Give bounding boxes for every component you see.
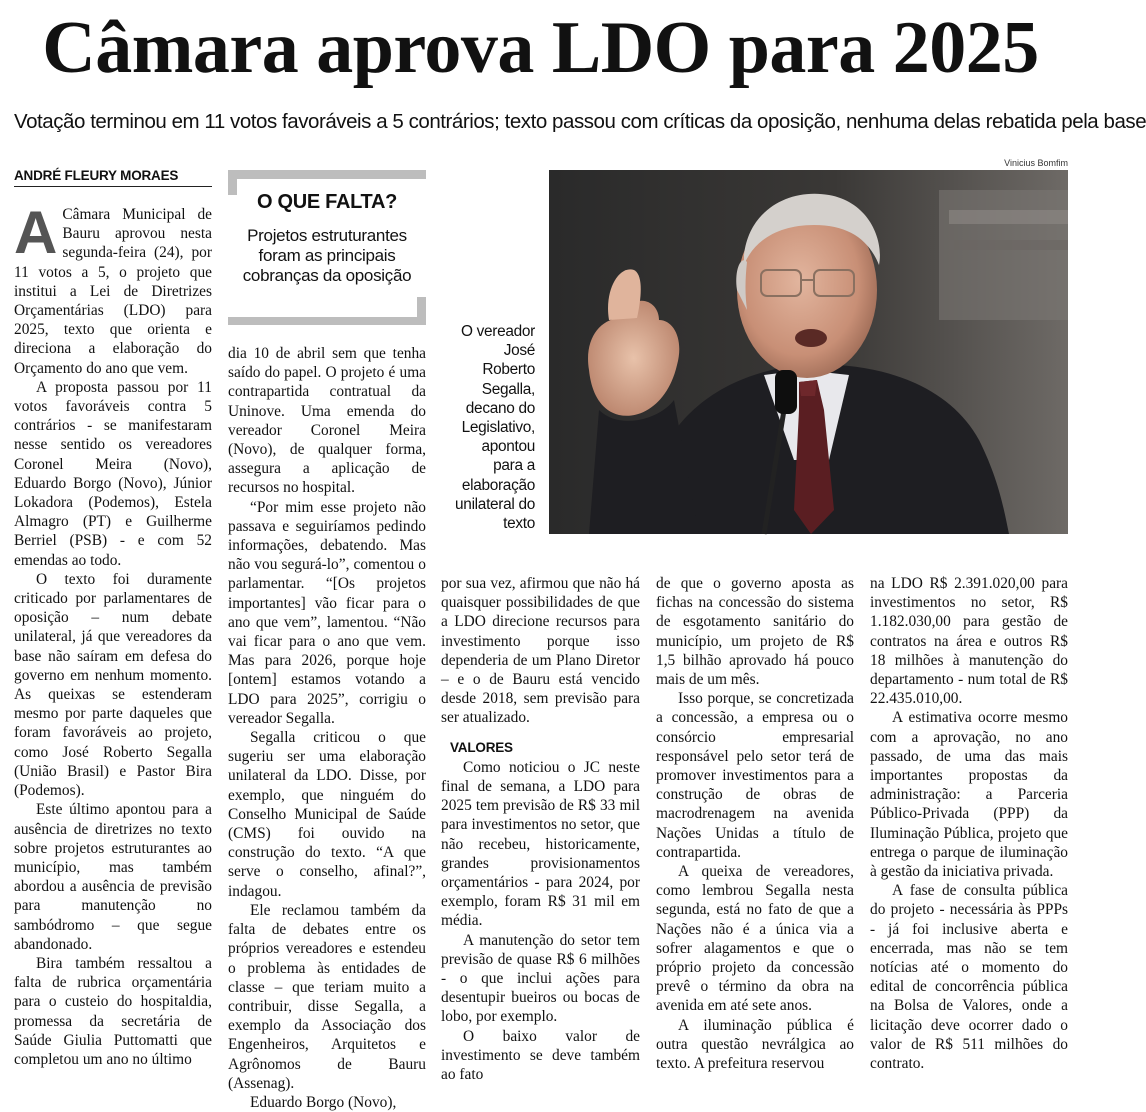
- photo-credit: Vinicius Bomfim: [1004, 158, 1068, 168]
- subheadline: Votação terminou em 11 votos favoráveis a 5 contrários; texto passou com críticas da oposição, nenhuma delas rebatida pela base: [14, 110, 1146, 133]
- paragraph-text: Câmara Municipal de Bauru aprovou nesta segunda-feira (24), por 11 votos a 5, o projeto que institui a Lei de Diretrizes Orçamentárias (LDO) para 2025, texto que orienta e direciona a elaboração do Orçamento do ano que vem.: [14, 206, 212, 377]
- article-column-4: [656, 574, 854, 1082]
- article-paragraph: O texto foi duramente criticado por parlamentares de oposição – num debate unilateral, já que vereadores da base não saíram em defesa do governo em nenhum momento. As queixas se estenderam mesmo por parte daqueles que foram favoráveis ao projeto, como José Roberto Segalla (União Brasil) e Pastor Bira (Podemos).: [14, 570, 212, 800]
- article-paragraph: [14, 199, 212, 378]
- headline: Câmara aprova LDO para 2025: [42, 7, 1039, 89]
- article-paragraph: A iluminação pública é outra questão nevrálgica ao texto. A prefeitura reservou: [656, 1016, 854, 1073]
- sidebar-rule: [228, 317, 426, 325]
- article-paragraph: Bira também ressaltou a falta de rubrica orçamentária para o custeio do hospitaldia, promessa da secretária de Saúde Giulia Puttomatti que completou um ano no último: [14, 954, 212, 1068]
- article-paragraph: Eduardo Borgo (Novo),: [250, 1093, 397, 1111]
- article-paragraph: por sua vez, afirmou que não há quaisquer possibilidades de que a LDO direcione recursos para investimento porque isso dependeria de um Plano Diretor – e o de Bauru está vencido desde 2018, sem previsão para ser atualizado.: [441, 575, 640, 727]
- sidebar-body: Projetos estruturantes foram as principais cobranças da oposição: [242, 226, 412, 285]
- article-paragraph: A manutenção do setor tem previsão de quase R$ 6 milhões - o que inclui ações para desentupir bueiros ou bocas de lobo, por exemplo.: [441, 931, 640, 1026]
- article-paragraph: na LDO R$ 2.391.020,00 para investimentos no setor, R$ 1.182.030,00 para gestão de contratos na área e outros R$ 18 milhões à manutenção do departamento - num total de R$ 22.435.010,00.: [870, 575, 1068, 708]
- drop-cap: A: [14, 199, 58, 266]
- article-column-2: [228, 344, 426, 1111]
- article-paragraph: de que o governo aposta as fichas na concessão do sistema de esgotamento sanitário do município, um projeto de R$ 1,5 bilhão aprovado há pouco mais de um mês.: [656, 575, 854, 689]
- section-heading: VALORES: [450, 739, 513, 755]
- article-photo: [549, 170, 1068, 534]
- article-paragraph: Segalla criticou o que sugeriu ser uma elaboração unilateral da LDO. Disse, por exemplo, que ninguém do Conselho Municipal de Saúde (CMS) foi ouvido na construção do texto. “A que serve o conselho, afinal?”, indagou.: [228, 729, 426, 900]
- photo-caption: O vereador José Roberto Segalla, decano do Legislativo, apontou para a elaboração unilateral do texto: [455, 323, 535, 533]
- article-column-1: [14, 199, 212, 1082]
- article-column-3: [441, 574, 640, 1082]
- article-paragraph: dia 10 de abril sem que tenha saído do papel. O projeto é uma contrapartida contratual da Uninove. Uma emenda do vereador Coronel Meira (Novo), de qualquer forma, assegura a aplicação de recursos no hospital.: [228, 345, 426, 497]
- sidebar-title: O QUE FALTA?: [256, 191, 398, 213]
- article-paragraph: A estimativa ocorre mesmo com a aprovação, no ano passado, de uma das mais importantes propostas da administração: a Parceria Público-Privada (PPP) da Iluminação Pública, projeto que entrega o parque de iluminação à gestão da iniciativa privada.: [870, 709, 1068, 881]
- article-paragraph: Ele reclamou também da falta de debates entre os próprios vereadores e estendeu o problema às entidades de classe – que teriam muito a contribuir, disse Segalla, a exemplo da Associação dos Engenheiros, Arquitetos e Agrônomos de Bauru (Assenag).: [228, 901, 426, 1092]
- article-paragraph: Isso porque, se concretizada a concessão, a empresa ou o consórcio empresarial responsável pelo setor terá de promover investimentos para a construção de obras de macrodrenagem na avenida Nações Unidas a título de contrapartida.: [656, 690, 854, 861]
- article-paragraph: A queixa de vereadores, como lembrou Segalla nesta segunda, está no fato de que a Nações não é a única via a sofrer alagamentos e que o próprio projeto da concessão prevê o término da obra na avenida em até sete anos.: [656, 863, 854, 1015]
- article-paragraph: “Por mim esse projeto não passava e seguiríamos pedindo informações, debatendo. Mas não vou segurá-lo”, comentou o parlamentar. “[Os projetos importantes] vão ficar para o ano que vem”, lamentou. “Não vai ficar para o ano que vem. Mas para 2026, porque hoje [ontem] estamos votando a LDO para 2025”, corrigiu o vereador Segalla.: [228, 498, 426, 727]
- photo-illustration: [549, 170, 1068, 534]
- article-paragraph: Este último apontou para a ausência de diretrizes no texto sobre projetos estruturantes ao município, mas também abordou a ausência de previsão para manutenção no sambódromo – que segue abandonado.: [14, 801, 212, 953]
- article-paragraph: O baixo valor de investimento se deve também ao fato: [441, 1027, 640, 1084]
- byline: ANDRÉ FLEURY MORAES: [14, 167, 212, 187]
- article-column-5: [870, 574, 1068, 1082]
- article-paragraph: A proposta passou por 11 votos favoráveis contra 5 contrários - se manifestaram nesse sentido os vereadores Coronel Meira (Novo), Eduardo Borgo (Novo), Júnior Lokadora (Podemos), Estela Almagro (PT) e Guilherme Berriel (PSB) - e com 52 emendas ao todo.: [14, 378, 212, 569]
- article-paragraph: Como noticiou o JC neste final de semana, a LDO para 2025 tem previsão de R$ 33 mil para investimentos no setor, que não recebeu, historicamente, grandes provisionamentos orçamentários - para 2024, por exemplo, foram R$ 31 mil em média.: [441, 758, 640, 930]
- article-paragraph: A fase de consulta pública do projeto - necessária às PPPs - já foi inclusive aberta e encerrada, mas não se tem notícias até o momento do edital de concorrência pública na Bolsa de Valores, onde a licitação deve ocorrer dado o valor de R$ 511 milhões do contrato.: [870, 882, 1068, 1073]
- sidebar-box: [228, 170, 426, 325]
